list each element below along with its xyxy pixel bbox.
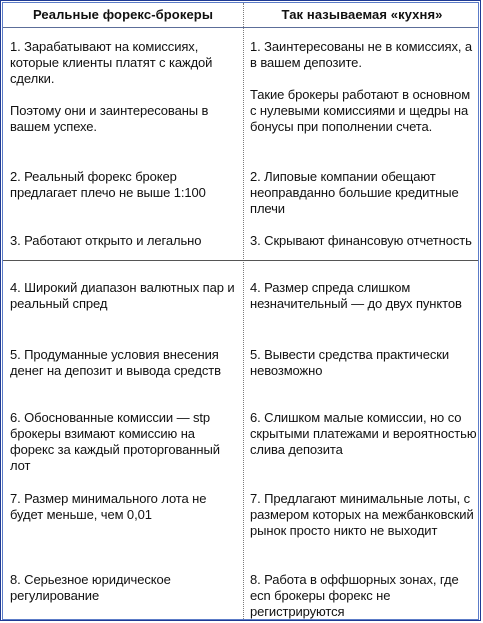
row-2-left-cell: [10, 169, 238, 201]
row-2-right-cell: [250, 169, 478, 217]
row-1-right-text-1: 1. Заинтересованы не в комиссиях, а в вашем депозите.: [250, 39, 473, 70]
row-1-left-cell: [10, 39, 238, 135]
row-6-left-cell: [10, 410, 238, 474]
row-4-right-cell: [250, 280, 478, 312]
row-3-right-text: 3. Скрывают финансовую отчетность: [250, 233, 472, 248]
row-1-left-text-2: Поэтому они и заинтересованы в вашем успехе.: [10, 103, 209, 134]
row-4-right-text: 4. Размер спреда слишком незначительный — до двух пунктов: [250, 280, 462, 311]
row-divider: [3, 260, 478, 261]
row-1-right-cell: [250, 39, 478, 135]
row-3-right-cell: [250, 233, 478, 249]
row-5-left-cell: [10, 347, 238, 379]
row-1-left-text-1: 1. Зарабатывают на комиссиях, которые клиенты платят с каждой сделки.: [10, 39, 213, 86]
header-kitchen-brokers: Так называемая «кухня»: [281, 7, 443, 22]
row-5-left-text: 5. Продуманные условия внесения денег на депозит и вывода средств: [10, 347, 221, 378]
row-2-left-text: 2. Реальный форекс брокер предлагает плечо не выше 1:100: [10, 169, 206, 200]
row-6-right-cell: [250, 410, 478, 458]
row-1-right-text-2: Такие брокеры работают в основном с нулевыми комиссиями и щедры на бонусы при пополнении счета.: [250, 87, 471, 134]
header-real-brokers: Реальные форекс-брокеры: [32, 7, 214, 22]
row-2-right-text: 2. Липовые компании обещают неоправданно большие кредитные плечи: [250, 169, 459, 216]
row-7-left-cell: [10, 491, 238, 523]
row-7-right-cell: [250, 491, 478, 539]
row-8-right-text: 8. Работа в оффшорных зонах, где ecn брокеры форекс не регистрируются: [250, 572, 459, 619]
row-7-right-text: 7. Предлагают минимальные лоты, с размером которых на межбанковский рынок просто никто не выходит: [250, 491, 474, 538]
header-divider: [3, 27, 478, 28]
row-3-left-text: 3. Работают открыто и легально: [10, 233, 202, 248]
row-5-right-cell: [250, 347, 478, 379]
column-divider: [243, 3, 244, 619]
row-8-left-cell: [10, 572, 238, 604]
row-6-left-text: 6. Обоснованные комиссии — stp брокеры взимают комиссию на форекс за каждый проторгованный лот: [10, 410, 220, 473]
row-4-left-cell: [10, 280, 238, 312]
row-8-right-cell: [250, 572, 478, 620]
comparison-table: [2, 2, 479, 620]
row-3-left-cell: [10, 233, 238, 249]
row-6-right-text: 6. Слишком малые комиссии, но со скрытыми платежами и вероятностью слива депозита: [250, 410, 477, 457]
row-7-left-text: 7. Размер минимального лота не будет меньше, чем 0,01: [10, 491, 207, 522]
row-5-right-text: 5. Вывести средства практически невозможно: [250, 347, 450, 378]
row-4-left-text: 4. Широкий диапазон валютных пар и реальный спред: [10, 280, 235, 311]
row-8-left-text: 8. Серьезное юридическое регулирование: [10, 572, 171, 603]
